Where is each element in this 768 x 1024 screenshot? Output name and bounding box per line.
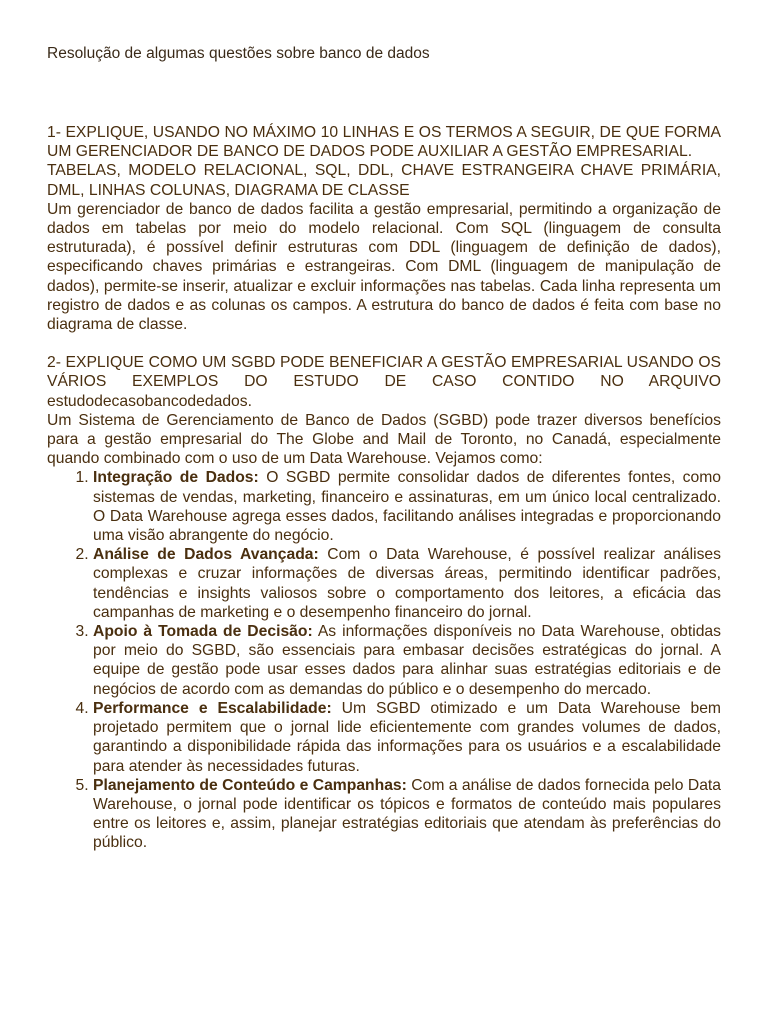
question-1 bbox=[47, 123, 721, 161]
question-1-number: 1- bbox=[47, 124, 61, 141]
spacer bbox=[47, 334, 721, 353]
question-2-number: 2- bbox=[47, 354, 61, 372]
list-item bbox=[93, 468, 721, 545]
question-1-text: EXPLIQUE, USANDO NO MÁXIMO 10 LINHAS E OS TERMOS A SEGUIR, DE QUE FORMA UM GERENCIADOR DE BANCO DE DADOS PODE AUXILIAR A GESTÃO EMPRESARIAL. bbox=[47, 124, 721, 161]
answer-1: Um gerenciador de banco de dados facilita a gestão empresarial, permitindo a organização de dados em tabelas por meio do modelo relacional. Com SQL (linguagem de consulta estruturada), é possível definir estruturas com DDL (linguagem de definição de dados), especificando chaves primárias e estrangeiras. Com DML (linguagem de manipulação de dados), permite-se inserir, atualizar e excluir informações nas tabelas. Cada linha representa um registro de dados e as colunas os campos. A estrutura do banco de dados é feita com base no diagrama de classe. bbox=[47, 200, 721, 334]
list-item-text: Com o Data Warehouse, é possível realizar análises complexas e cruzar informações de diversas áreas, permitindo identificar padrões, tendências e insights valiosos sobre o comportamento dos leitores, a eficácia das campanhas de marketing e o desempenho financeiro do jornal. bbox=[93, 546, 722, 621]
list-item-text: Com a análise de dados fornecida pelo Data Warehouse, o jornal pode identificar os tópicos e formatos de conteúdo mais populares entre os leitores e, assim, planejar estratégias editoriais que atendam às preferências do público. bbox=[93, 776, 722, 852]
list-item-title: Apoio à Tomada de Decisão: bbox=[93, 623, 313, 641]
answer-2-intro: Um Sistema de Gerenciamento de Banco de Dados (SGBD) pode trazer diversos benefícios para a gestão empresarial do The Globe and Mail de Toronto, no Canadá, especialmente quando combinado com o uso de um Data Warehouse. Vejamos como: bbox=[47, 411, 721, 468]
document-title: Resolução de algumas questões sobre banco de dados bbox=[47, 45, 430, 62]
document-body bbox=[47, 123, 721, 853]
question-2 bbox=[47, 353, 721, 411]
list-item bbox=[93, 545, 721, 622]
list-item-text: O SGBD permite consolidar dados de diferentes fontes, como sistemas de vendas, marketing, financeiro e assinaturas, em um único local centralizado. O Data Warehouse agrega esses dados, facilitando análises integradas e proporcionando uma visão abrangente do negócio. bbox=[93, 469, 722, 545]
question-2-file-name: estudodecasobancodedados. bbox=[47, 392, 252, 410]
list-item bbox=[93, 622, 721, 699]
list-item-text: As informações disponíveis no Data Warehouse, obtidas por meio do SGBD, são essenciais para embasar decisões estratégicas do jornal. A equipe de gestão pode usar esses dados para alinhar suas estratégias editoriais e de negócios de acordo com as demandas do público e o desempenho do mercado. bbox=[93, 623, 722, 698]
benefits-list bbox=[47, 468, 721, 852]
list-item-title: Análise de Dados Avançada: bbox=[93, 546, 319, 564]
question-1-terms: TABELAS, MODELO RELACIONAL, SQL, DDL, CHAVE ESTRANGEIRA CHAVE PRIMÁRIA, DML, LINHAS COLUNAS, DIAGRAMA DE CLASSE bbox=[47, 162, 721, 199]
list-item-title: Integração de Dados: bbox=[93, 469, 259, 487]
list-item-title: Performance e Escalabilidade: bbox=[93, 699, 332, 717]
list-item-text: Um SGBD otimizado e um Data Warehouse bem projetado permitem que o jornal lide eficientemente com grandes volumes de dados, garantindo a disponibilidade rápida das informações para os usuários e a escalabilidade para atender às necessidades futuras. bbox=[93, 699, 721, 775]
list-item-title: Planejamento de Conteúdo e Campanhas: bbox=[93, 776, 407, 794]
question-2-text: EXPLIQUE COMO UM SGBD PODE BENEFICIAR A GESTÃO EMPRESARIAL USANDO OS VÁRIOS EXEMPLOS DO ESTUDO DE CASO CONTIDO NO ARQUIVO bbox=[47, 354, 721, 391]
list-item bbox=[93, 699, 721, 776]
list-item bbox=[93, 776, 721, 853]
